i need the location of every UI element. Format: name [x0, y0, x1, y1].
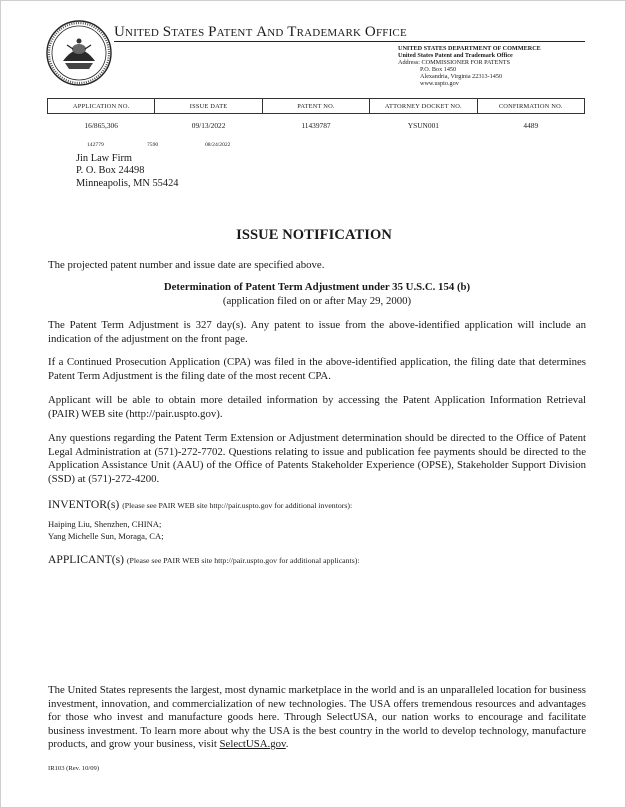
mail-date: 08/24/2022 [205, 142, 231, 148]
table-row [48, 114, 585, 133]
inventors-heading [48, 498, 352, 511]
inventors-note: (Please see PAIR WEB site http://pair.uspto.gov for additional inventors): [122, 501, 353, 510]
col-confirmation-no: CONFIRMATION NO. [477, 99, 584, 114]
selectusa-period: . [285, 738, 289, 751]
patent-no-value: 11439787 [301, 120, 331, 130]
pta-paragraph: The Patent Term Adjustment is 327 day(s). Any patent to issue from the above-identified application will include an indication of the adjustment on the front page. [48, 319, 586, 345]
customer-number: 142779 [87, 142, 104, 148]
form-id: IR103 (Rev. 10/09) [48, 765, 100, 772]
table-header-row [48, 99, 585, 114]
questions-paragraph: Any questions regarding the Patent Term Extension or Adjustment determination should be directed to the Office of Patent Legal Administration at (571)-272-7702. Questions relating to issue and publication fee payments should be directed to the Application Assistance Unit (AAU) of the Office of Patents Stakeholder Experience (OPSE), Stakeholder Support Division (SSD) at (571)-272-4200. [48, 432, 586, 485]
address-label: Address: [398, 59, 420, 66]
application-info-table [47, 98, 585, 132]
pta-subheading: (application filed on or after May 29, 2000) [222, 295, 412, 307]
col-issue-date: ISSUE DATE [155, 99, 262, 114]
uspto-seal-icon [45, 19, 113, 87]
page-title: ISSUE NOTIFICATION [236, 227, 392, 243]
pair-paragraph: Applicant will be able to obtain more detailed information by accessing the Patent Application Information Retrieval (PAIR) WEB site (http://pair.uspto.gov). [48, 394, 586, 420]
list-item: Haiping Liu, Shenzhen, CHINA; [48, 519, 162, 529]
issue-date-value: 09/13/2022 [191, 120, 226, 130]
address-line-3: Alexandria, Virginia 22313-1450 [420, 73, 503, 80]
col-attorney-docket-no: ATTORNEY DOCKET NO. [370, 99, 477, 114]
pta-heading: Determination of Patent Term Adjustment under 35 U.S.C. 154 (b) [163, 281, 471, 293]
dept-line-2: United States Patent and Trademark Office [398, 52, 513, 59]
inventors-label: INVENTOR(s) [48, 498, 120, 511]
col-application-no: APPLICATION NO. [48, 99, 155, 114]
col-patent-no: PATENT NO. [262, 99, 369, 114]
selectusa-link[interactable]: SelectUSA.gov [219, 738, 286, 751]
inventor-list [48, 519, 164, 542]
applicants-label: APPLICANT(s) [48, 553, 125, 566]
address-line-4: www.uspto.gov [420, 80, 459, 87]
attorney-docket-value: YSUN001 [407, 120, 439, 130]
selectusa-text: The United States represents the largest, most dynamic marketplace in the world and is an unparalleled location for business investment, innovation, and commercialization of new technologies. The USA offers tremendous resources and advantages for those who invest and manufacture goods here. Through SelectUSA, our nation works to encourage and facilitate business investment. To learn more about why the USA is the best country in the world to develop technology, manufacture products, and grow your business, visit [48, 684, 586, 751]
title-divider [114, 41, 585, 42]
address-line-2: P.O. Box 1450 [420, 66, 457, 73]
dept-line-1: UNITED STATES DEPARTMENT OF COMMERCE [398, 45, 541, 52]
recipient-line-1: Jin Law Firm [76, 153, 132, 164]
recipient-line-2: P. O. Box 24498 [76, 165, 145, 177]
applicants-note: (Please see PAIR WEB site http://pair.uspto.gov for additional applicants): [126, 556, 360, 565]
dept-address-line [398, 59, 541, 66]
mail-code: 7590 [147, 142, 159, 148]
office-title: UNITED STATES PATENT AND TRADEMARK OFFICE [114, 24, 407, 40]
recipient-line-3: Minneapolis, MN 55424 [76, 177, 179, 189]
list-item: Yang Michelle Sun, Moraga, CA; [48, 530, 164, 541]
recipient-address [76, 153, 178, 190]
department-block [398, 45, 541, 87]
application-no-value: 16/865,306 [84, 120, 118, 130]
intro-text: The projected patent number and issue date are specified above. [48, 259, 325, 271]
address-line-1: COMMISSIONER FOR PATENTS [421, 59, 511, 66]
applicants-heading [48, 553, 360, 566]
selectusa-paragraph [48, 684, 586, 752]
confirmation-no-value: 4489 [523, 120, 539, 130]
cpa-paragraph: If a Continued Prosecution Application (CPA) was filed in the above-identified application, the filing date that determines Patent Term Adjustment is the filing date of the most recent CPA. [48, 356, 586, 382]
